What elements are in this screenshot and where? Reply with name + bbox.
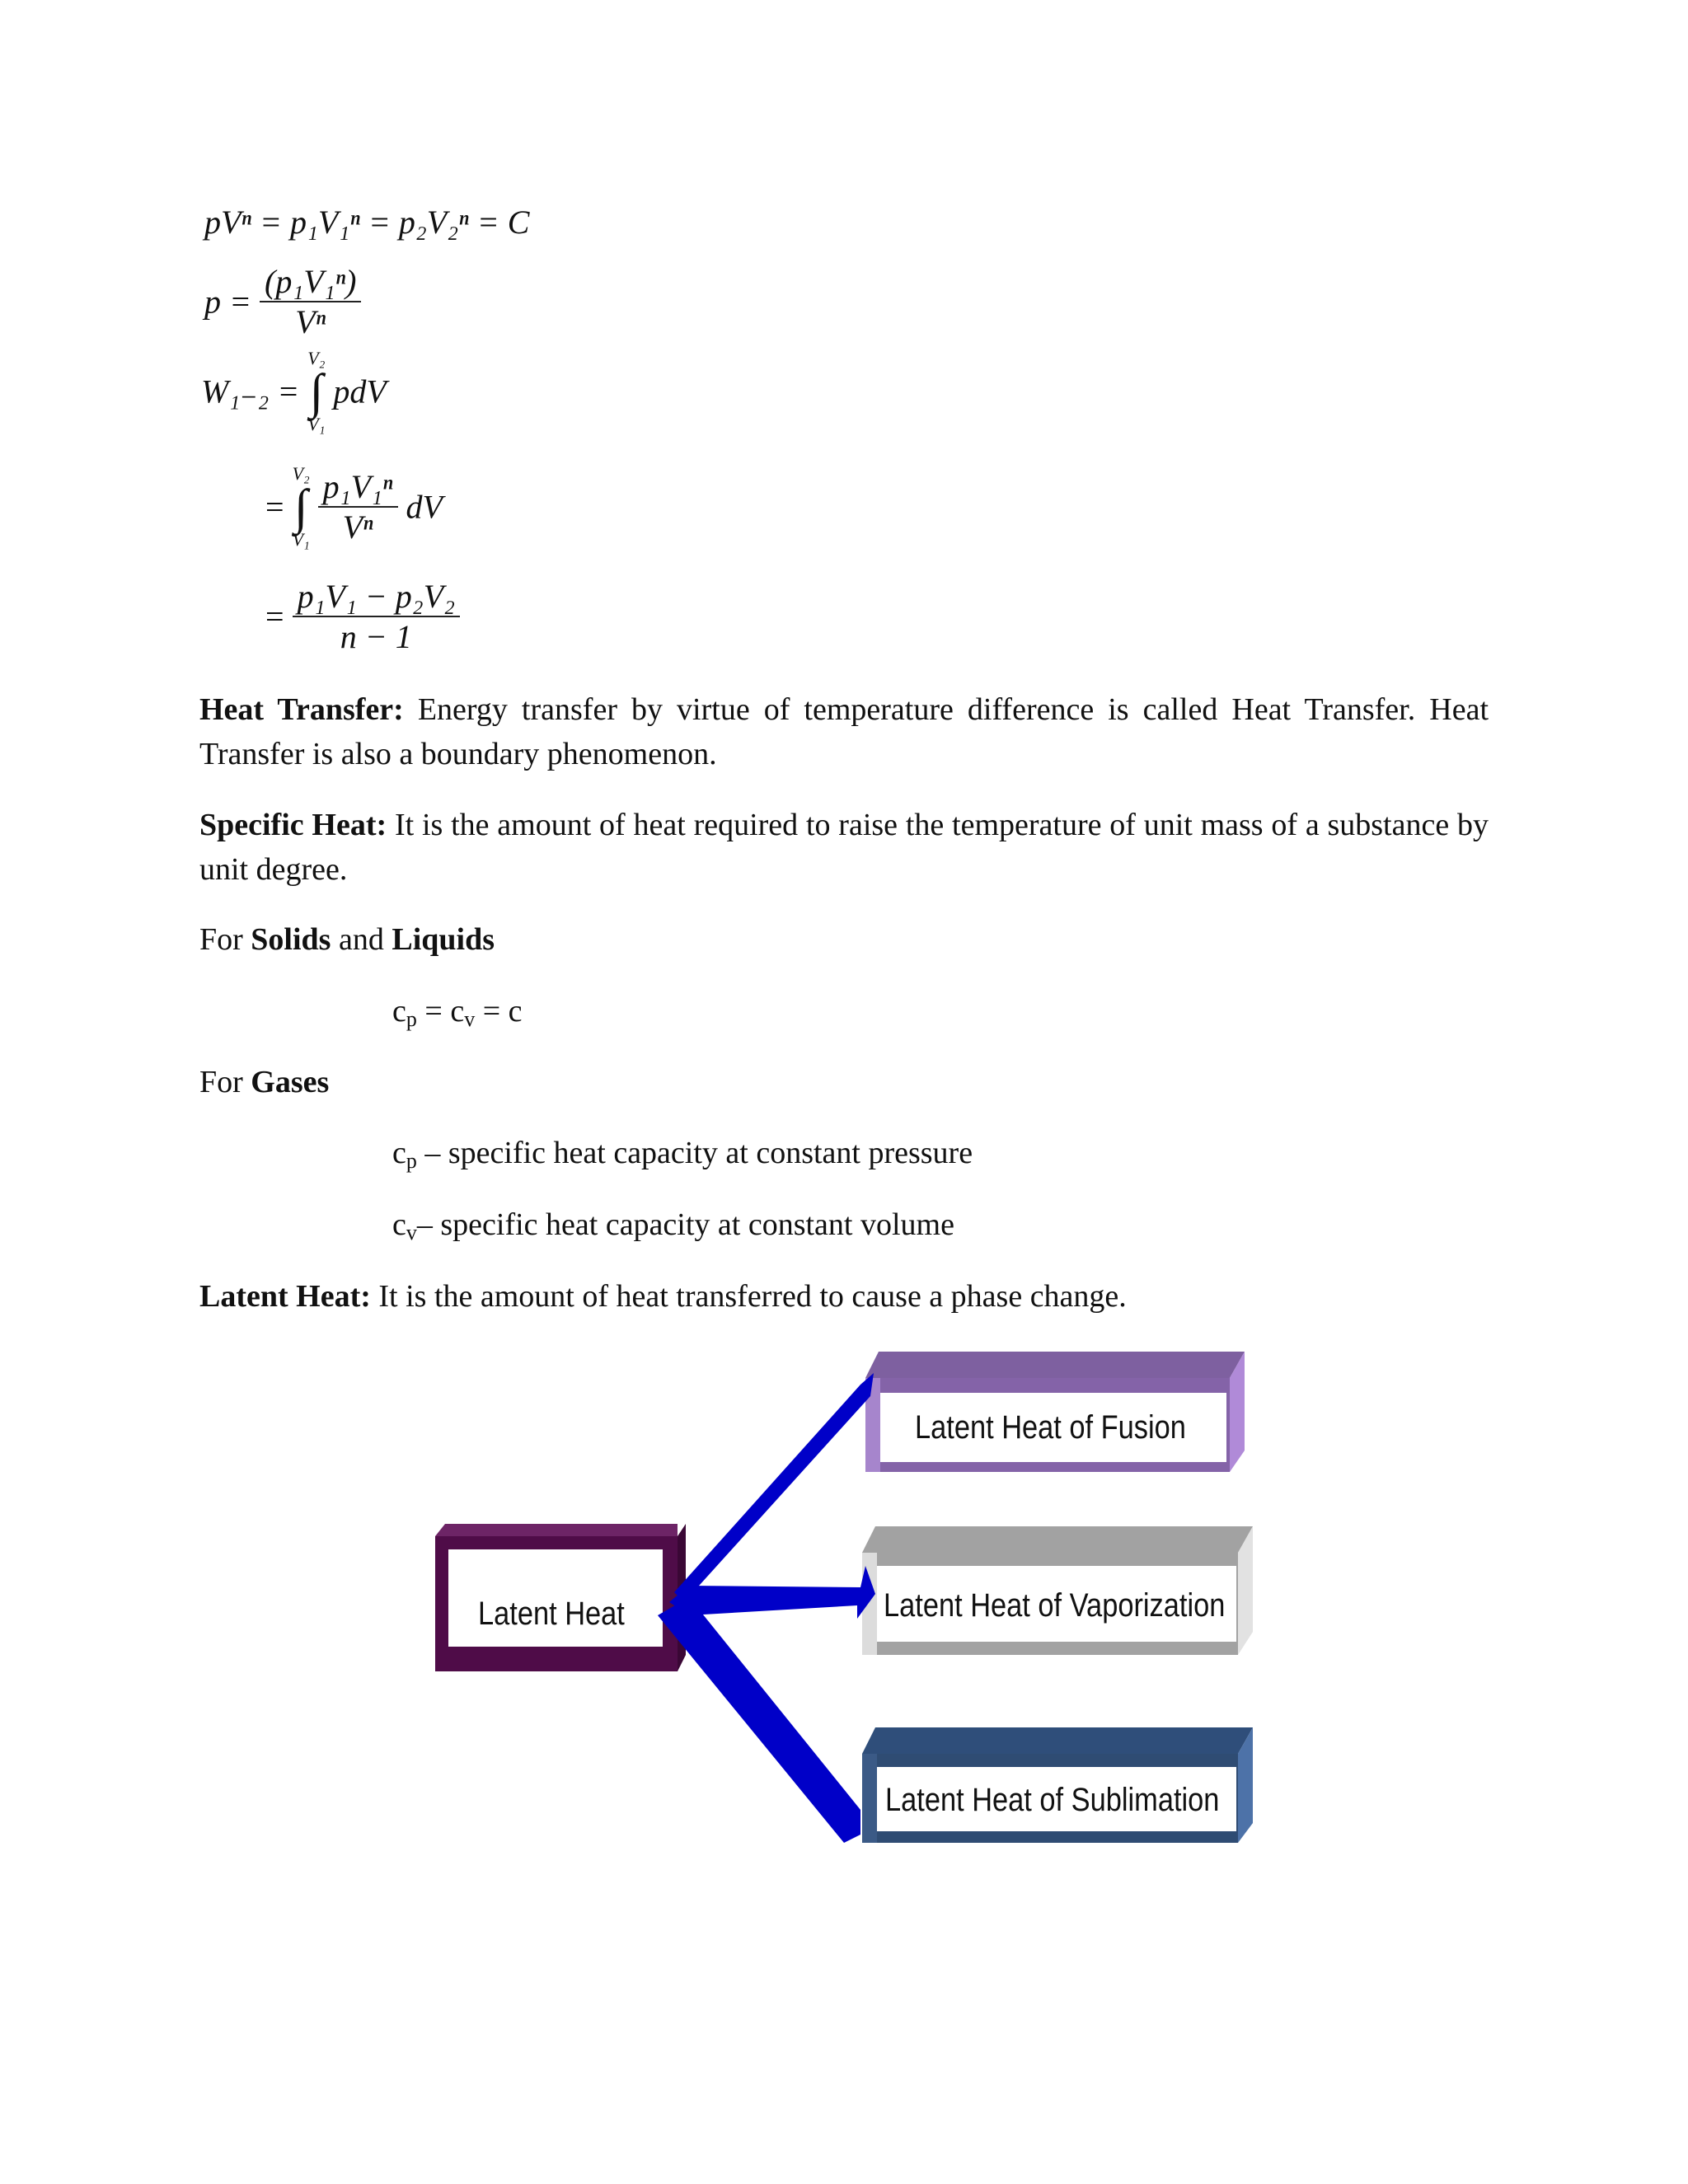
heat-transfer-text: Energy transfer by virtue of temperature difference is called Heat Transfer. Heat Transfer is also a boundary phenomenon.: [199, 692, 1489, 771]
integral-upper-limit: V₂: [292, 463, 310, 484]
equation-pressure-lhs: p =: [204, 283, 251, 321]
cv-text: – specific heat capacity at constant volume: [416, 1207, 954, 1242]
gases-text: Gases: [251, 1065, 330, 1099]
for-text: For: [199, 922, 243, 957]
equals-c: = c: [482, 994, 523, 1029]
subscript-v: v: [406, 1221, 417, 1244]
cp-text: – specific heat capacity at constant pressure: [424, 1136, 973, 1170]
fraction-numerator: p₁V₁ⁿ: [318, 467, 398, 508]
c-symbol: c: [450, 994, 465, 1029]
subscript-p: p: [406, 1149, 417, 1173]
integral-symbol: ∫: [293, 480, 308, 534]
integral-symbol: ∫: [309, 364, 324, 419]
arrow-to-fusion: [674, 1373, 874, 1602]
fusion-label: Latent Heat of Fusion: [915, 1409, 1186, 1446]
subscript-v: v: [464, 1007, 476, 1031]
specific-heat-text: It is the amount of heat required to raise the temperature of unit mass of a substance by unit degree.: [199, 808, 1489, 887]
solids-text: Solids: [251, 922, 331, 957]
fraction-denominator: n − 1: [340, 618, 412, 655]
sublimation-label: Latent Heat of Sublimation: [885, 1782, 1220, 1818]
equals-sign: =: [424, 994, 443, 1029]
heat-transfer-term: Heat Transfer:: [199, 692, 404, 727]
latent-heat-text: It is the amount of heat transferred to cause a phase change.: [378, 1279, 1127, 1314]
liquids-text: Liquids: [392, 922, 495, 957]
connector-arrows: [658, 1373, 875, 1843]
equals-sign: =: [265, 488, 284, 526]
c-symbol: c: [392, 1136, 406, 1170]
fraction-denominator: Vⁿ: [295, 303, 326, 340]
c-symbol: c: [392, 994, 406, 1029]
vaporization-label: Latent Heat of Vaporization: [884, 1587, 1226, 1624]
fraction-numerator: (p₁V₁ⁿ): [260, 262, 361, 302]
c-symbol: c: [392, 1207, 406, 1242]
fraction-denominator: Vⁿ: [342, 509, 373, 546]
differential: dV: [406, 488, 443, 526]
root-label: Latent Heat: [478, 1596, 625, 1632]
integral-upper-limit: V₂: [307, 348, 326, 368]
integral-lower-limit: V₁: [292, 529, 310, 550]
equation-polytropic-text: pVⁿ = p₁V₁ⁿ = p₂V₂ⁿ = C: [204, 204, 530, 241]
integral-lower-limit: V₁: [307, 414, 326, 434]
latent-heat-term: Latent Heat:: [199, 1279, 371, 1314]
equation-work-lhs: W₁₋₂ =: [201, 373, 300, 410]
specific-heat-term: Specific Heat:: [199, 808, 387, 842]
arrow-to-sublimation: [658, 1597, 860, 1843]
for-text: For: [199, 1065, 243, 1099]
subscript-p: p: [406, 1007, 417, 1031]
and-text: and: [338, 922, 384, 957]
equals-sign: =: [265, 598, 284, 635]
integrand: pdV: [333, 373, 387, 410]
fraction-numerator: p₁V₁ − p₂V₂: [293, 577, 460, 617]
